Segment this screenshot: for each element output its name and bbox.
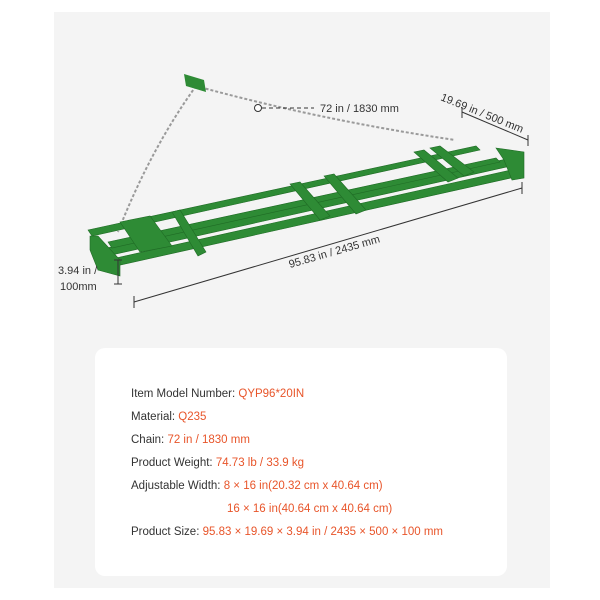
spec-material: Material: Q235 [131, 411, 207, 423]
spec-adjustable-width-2: 16 × 16 in(40.64 cm x 40.64 cm) [227, 503, 393, 515]
width-label: 19.69 in / 500 mm [438, 91, 526, 136]
height-mm-label: 100mm [60, 281, 97, 293]
length-label: 95.83 in / 2435 mm [287, 233, 382, 271]
spec-chain: Chain: 72 in / 1830 mm [131, 434, 250, 446]
spec-product-size: Product Size: 95.83 × 19.69 × 3.94 in / 2435 × 500 × 100 mm [131, 526, 443, 538]
spec-adjustable-width: Adjustable Width: 8 × 16 in(20.32 cm x 40.64 cm) [131, 480, 383, 492]
height-in-label: 3.94 in / [58, 265, 98, 277]
chain-dimension [255, 103, 399, 115]
width-dimension [439, 92, 528, 146]
chain-length-label: 72 in / 1830 mm [320, 103, 399, 115]
spec-model: Item Model Number: QYP96*20IN [131, 388, 305, 400]
spec-weight: Product Weight: 74.73 lb / 33.9 kg [131, 457, 305, 469]
spec-panel [95, 348, 507, 576]
chain-hook [184, 74, 206, 92]
